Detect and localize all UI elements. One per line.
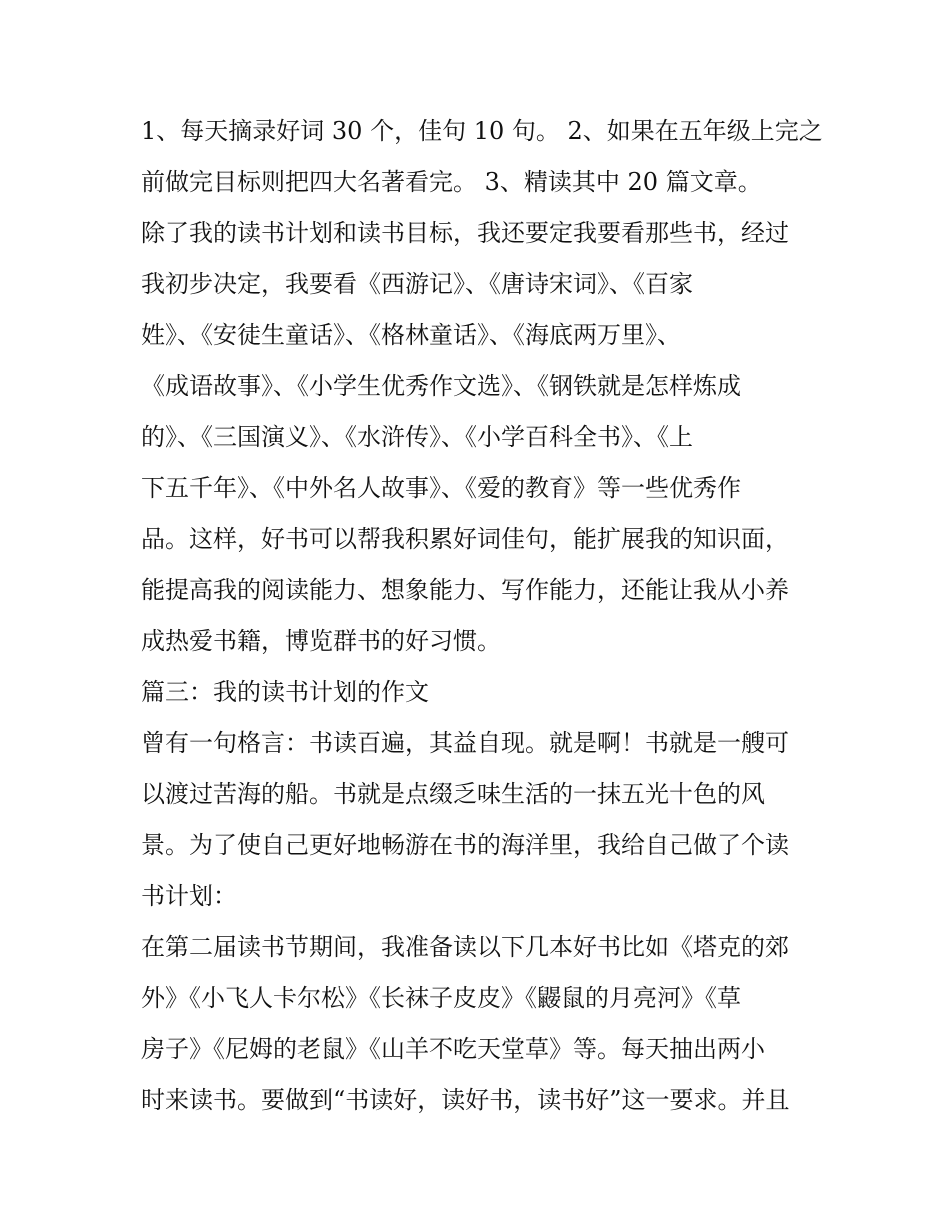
- text-line: 品。这样，好书可以帮我积累好词佳句，能扩展我的知识面，: [141, 525, 789, 553]
- text-line: 能提高我的阅读能力、想象能力、写作能力，还能让我从小养: [141, 576, 789, 604]
- text-line: 曾有一句格言：书读百遍，其益自现。就是啊！书就是一艘可: [141, 729, 789, 757]
- document-body: [141, 106, 821, 1126]
- text-line: 房子》《尼姆的老鼠》《山羊不吃天堂草》等。每天抽出两小: [141, 1035, 765, 1063]
- text-line: 外》《小飞人卡尔松》《长袜子皮皮》《鼹鼠的月亮河》《草: [141, 984, 741, 1012]
- text-line: 时来读书。要做到“书读好，读好书，读书好”这一要求。并且: [141, 1086, 790, 1114]
- text-line: 在第二届读书节期间，我准备读以下几本好书比如《塔克的郊: [141, 933, 789, 961]
- text-line: 我初步决定，我要看《西游记》、《唐诗宋词》、《百家: [141, 270, 693, 298]
- text-line: 前做完目标则把四大名著看完。 3、精读其中 20 篇文章。: [141, 168, 762, 196]
- text-line: 除了我的读书计划和读书目标，我还要定我要看那些书，经过: [141, 219, 789, 247]
- text-line: 姓》、《安徒生童话》、《格林童话》、《海底两万里》、: [141, 321, 681, 349]
- text-line: 《成语故事》、《小学生优秀作文选》、《钢铁就是怎样炼成: [141, 372, 741, 400]
- text-line: 下五千年》、《中外名人故事》、《爱的教育》等一些优秀作: [141, 474, 741, 502]
- text-line: 书计划：: [141, 882, 237, 910]
- text-line: 1、每天摘录好词 30 个，佳句 10 句。 2、如果在五年级上完之: [141, 117, 823, 145]
- section-heading: 篇三：我的读书计划的作文: [141, 678, 429, 706]
- text-line: 以渡过苦海的船。书就是点缀乏味生活的一抹五光十色的风: [141, 780, 765, 808]
- text-line: 的》、《三国演义》、《水浒传》、《小学百科全书》、《上: [141, 423, 693, 451]
- text-line: 成热爱书籍，博览群书的好习惯。: [141, 627, 501, 655]
- text-line: 景。为了使自己更好地畅游在书的海洋里，我给自己做了个读: [141, 831, 789, 859]
